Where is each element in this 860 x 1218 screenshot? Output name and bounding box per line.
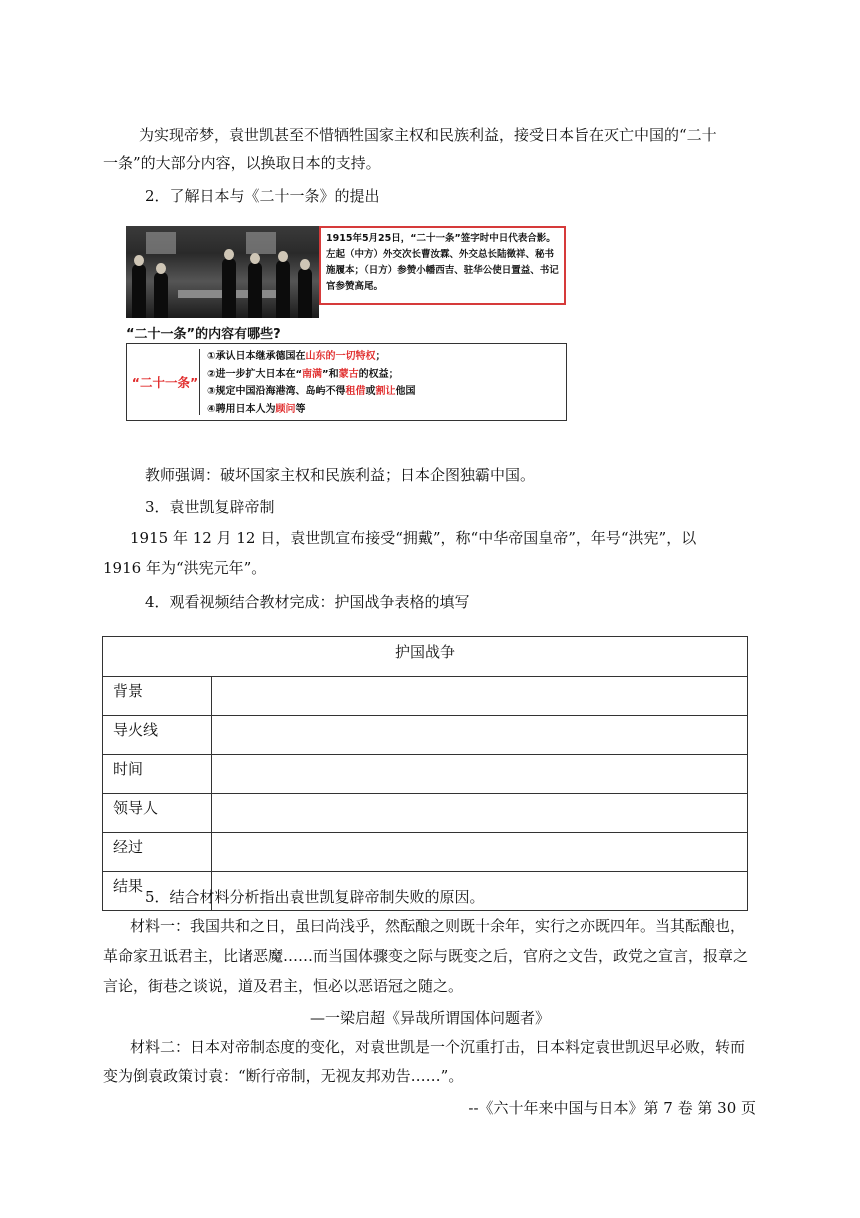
material-1-line-3: 言论，街巷之谈说，道及君主，恒必以恶语冠之随之。 bbox=[103, 977, 464, 995]
section-5-title: 5．结合材料分析指出袁世凯复辟帝制失败的原因。 bbox=[145, 888, 485, 906]
answer-cell[interactable] bbox=[212, 716, 748, 755]
intro-line-2: 一条”的大部分内容，以换取日本的支持。 bbox=[103, 154, 381, 172]
demands-list bbox=[207, 348, 415, 418]
section-4-title: 4．观看视频结合教材完成：护国战争表格的填写 bbox=[145, 593, 470, 611]
table-row bbox=[103, 755, 748, 794]
teacher-note: 教师强调：破坏国家主权和民族利益；日本企图独霸中国。 bbox=[145, 466, 536, 484]
table-header: 护国战争 bbox=[103, 637, 748, 677]
demands-question: “二十一条”的内容有哪些? bbox=[126, 327, 281, 342]
twenty-one-demands-figure bbox=[126, 222, 568, 422]
section-3-title: 3．袁世凯复辟帝制 bbox=[145, 498, 275, 516]
signing-photo bbox=[126, 226, 319, 318]
answer-cell[interactable] bbox=[212, 677, 748, 716]
row-label: 时间 bbox=[103, 755, 212, 794]
material-2-line-2: 变为倒袁政策讨袁：“断行帝制，无视友邦劝告……”。 bbox=[103, 1067, 464, 1085]
answer-cell[interactable] bbox=[212, 833, 748, 872]
demand-item-1: ①承认日本继承德国在山东的一切特权； bbox=[207, 351, 386, 362]
row-label: 导火线 bbox=[103, 716, 212, 755]
table-row bbox=[103, 794, 748, 833]
material-2-source: --《六十年来中国与日本》第 7 卷 第 30 页 bbox=[468, 1099, 756, 1117]
material-1-line-1: 材料一：我国共和之日，虽曰尚浅乎，然酝酿之则既十余年，实行之亦既四年。当其酝酿也， bbox=[130, 917, 746, 935]
intro-line-1: 为实现帝梦，袁世凯甚至不惜牺牲国家主权和民族利益，接受日本旨在灭亡中国的“二十 bbox=[139, 126, 717, 144]
row-label: 领导人 bbox=[103, 794, 212, 833]
table-row bbox=[103, 677, 748, 716]
row-label: 结果 bbox=[103, 872, 212, 911]
section-3-line-2: 1916 年为“洪宪元年”。 bbox=[103, 559, 267, 577]
demands-content-box bbox=[126, 343, 567, 421]
demand-item-3: ③规定中国沿海港湾、岛屿不得租借或割让他国 bbox=[207, 386, 416, 397]
answer-cell[interactable] bbox=[212, 794, 748, 833]
material-1-line-2: 革命家丑诋君主，比诸恶魔……而当国体骤变之际与既变之后，官府之文告，政党之宣言，报章之 bbox=[103, 947, 749, 965]
row-label: 背景 bbox=[103, 677, 212, 716]
demand-item-4: ④聘用日本人为顾问等 bbox=[207, 403, 306, 415]
table-row bbox=[103, 716, 748, 755]
demands-label: “二十一条” bbox=[131, 349, 200, 415]
row-label: 经过 bbox=[103, 833, 212, 872]
material-2-line-1: 材料二：日本对帝制态度的变化，对袁世凯是一个沉重打击，日本料定袁世凯迟早必败，转而 bbox=[130, 1038, 746, 1056]
material-1-source: —一梁启超《异哉所谓国体问题者》 bbox=[309, 1009, 550, 1027]
answer-cell[interactable] bbox=[212, 755, 748, 794]
section-3-line-1: 1915 年 12 月 12 日，袁世凯宣布接受“拥戴”，称“中华帝国皇帝”，年号“洪宪”，以 bbox=[130, 529, 697, 547]
section-2-title: 2．了解日本与《二十一条》的提出 bbox=[145, 187, 380, 205]
protect-nation-war-table bbox=[102, 636, 748, 911]
demand-item-2: ②进一步扩大日本在“南满”和蒙古的权益； bbox=[207, 368, 399, 380]
table-row bbox=[103, 833, 748, 872]
photo-caption: 1915年5月25日，“二十一条”签字时中日代表合影。左起（中方）外交次长曹汝霖、外交总长陆徵祥、秘书施履本；（日方）参赞小幡西吉、驻华公使日置益、书记官参赞高尾。 bbox=[319, 226, 566, 305]
